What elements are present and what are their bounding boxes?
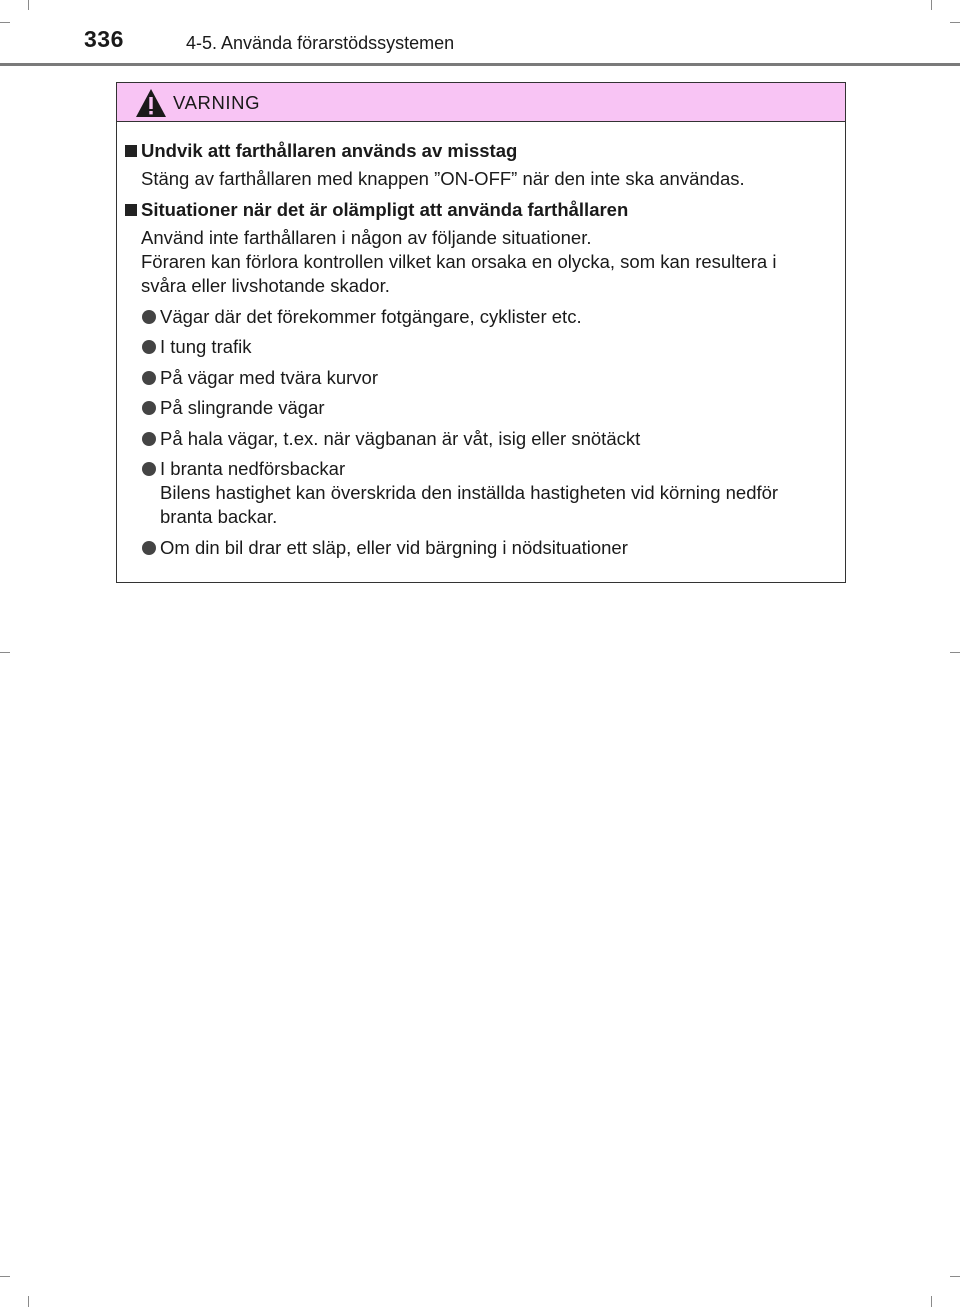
crop-mark	[950, 652, 960, 653]
square-bullet-icon	[125, 204, 137, 216]
circle-bullet-icon	[142, 340, 156, 354]
section-heading	[117, 139, 845, 163]
list-item-text: Bilens hastighet kan överskrida den inställda hastigheten vid körning nedför	[160, 482, 779, 503]
list-item-text: Om din bil drar ett släp, eller vid bärgning i nödsituationer	[160, 537, 628, 558]
body-text: Använd inte farthållaren i någon av följande situationer.	[141, 227, 592, 248]
list-item	[117, 427, 845, 451]
crop-mark	[28, 1296, 29, 1307]
circle-bullet-icon	[142, 371, 156, 385]
warning-triangle-icon	[135, 88, 167, 118]
section-heading-text: Situationer när det är olämpligt att använda farthållaren	[141, 199, 629, 220]
list-item-text: På vägar med tvära kurvor	[160, 367, 378, 388]
warning-section	[117, 139, 845, 191]
body-text: Stäng av farthållaren med knappen ”ON-OFF” när den inte ska användas.	[141, 168, 745, 189]
circle-bullet-icon	[142, 462, 156, 476]
crop-mark	[950, 22, 960, 23]
list-item	[117, 457, 845, 529]
warning-header	[117, 83, 845, 122]
warning-section	[117, 198, 845, 298]
warning-label: VARNING	[173, 92, 261, 113]
circle-bullet-icon	[142, 432, 156, 446]
square-bullet-icon	[125, 145, 137, 157]
section-title: 4-5. Använda förarstödssystemen	[186, 33, 455, 53]
list-item-text: På slingrande vägar	[160, 397, 325, 418]
crop-mark	[0, 1276, 10, 1277]
body-text: Föraren kan förlora kontrollen vilket kan orsaka en olycka, som kan resultera i	[141, 251, 777, 272]
list-item-text: På hala vägar, t.ex. när vägbanan är våt, isig eller snötäckt	[160, 428, 641, 449]
list-item-text: branta backar.	[160, 506, 278, 527]
crop-mark	[0, 22, 10, 23]
header-rule	[0, 63, 960, 66]
warning-box	[116, 82, 846, 583]
list-item-text: I branta nedförsbackar	[160, 458, 346, 479]
circle-bullet-icon	[142, 541, 156, 555]
crop-mark	[931, 1296, 932, 1307]
list-item	[117, 536, 845, 560]
circle-bullet-icon	[142, 310, 156, 324]
list-item-text: I tung trafik	[160, 336, 252, 357]
section-heading	[117, 198, 845, 222]
list-item	[117, 335, 845, 359]
list-item	[117, 366, 845, 390]
page-number: 336	[84, 26, 124, 52]
crop-mark	[0, 652, 10, 653]
circle-bullet-icon	[142, 401, 156, 415]
list-item	[117, 305, 845, 329]
crop-mark	[931, 0, 932, 10]
section-heading-text: Undvik att farthållaren används av misstag	[141, 140, 518, 161]
crop-mark	[950, 1276, 960, 1277]
body-text: svåra eller livshotande skador.	[141, 275, 390, 296]
list-item-text: Vägar där det förekommer fotgängare, cyklister etc.	[160, 306, 582, 327]
list-item	[117, 396, 845, 420]
crop-mark	[28, 0, 29, 10]
